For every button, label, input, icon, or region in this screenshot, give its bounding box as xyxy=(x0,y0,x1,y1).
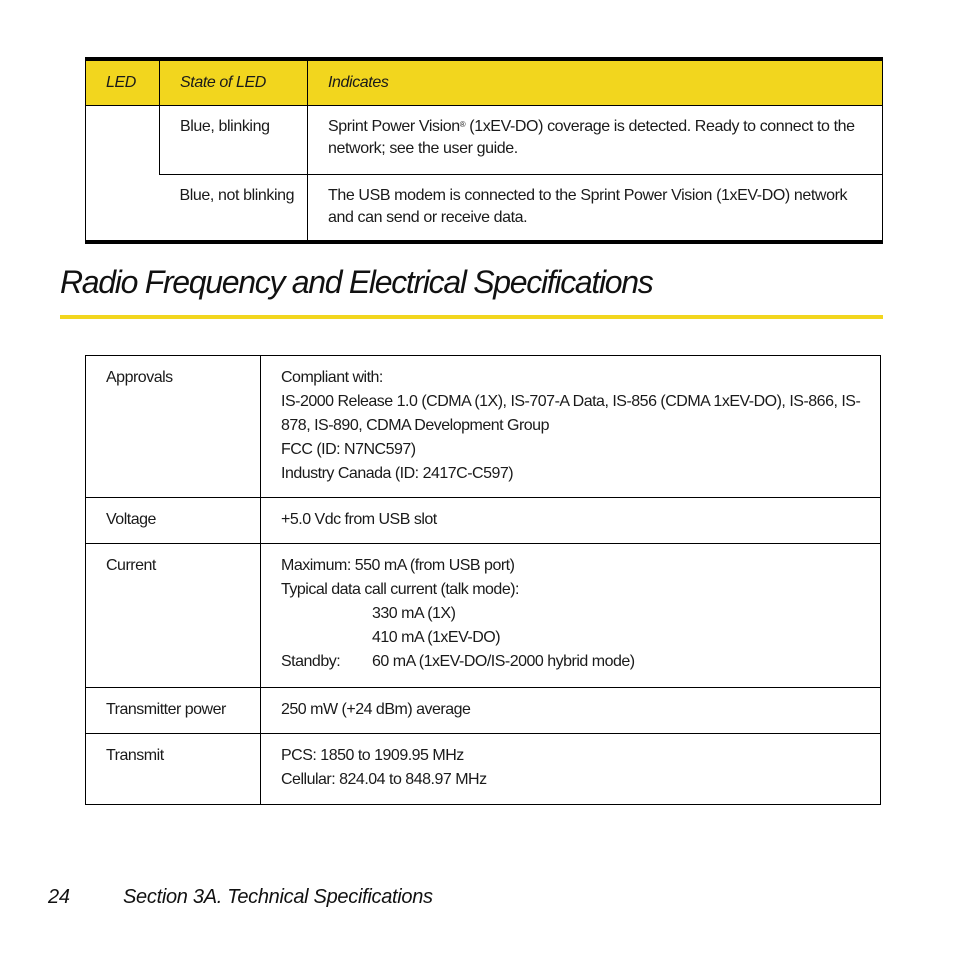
page-number: 24 xyxy=(48,886,70,908)
led-column-header: LED xyxy=(86,59,160,106)
spec-line: Typical data call current (talk mode): xyxy=(281,581,519,598)
led-indicates-cell: The USB modem is connected to the Sprint Power Vision (1xEV-DO) network and can send or receive data. xyxy=(308,175,883,242)
spec-label: Transmitter power xyxy=(86,688,261,734)
table-row xyxy=(86,175,883,242)
spec-line: FCC (ID: N7NC597) xyxy=(281,441,416,458)
led-indicates-cell xyxy=(308,106,883,175)
spec-line xyxy=(281,626,868,650)
table-row xyxy=(86,734,881,805)
registered-mark: ® xyxy=(459,120,466,129)
state-column-header: State of LED xyxy=(160,59,308,106)
spec-label: Voltage xyxy=(86,498,261,544)
spec-label: Approvals xyxy=(86,356,261,498)
specifications-table xyxy=(85,355,881,805)
led-table-header-row xyxy=(86,59,883,106)
standby-value: 60 mA (1xEV-DO/IS-2000 hybrid mode) xyxy=(372,653,635,670)
spec-value xyxy=(261,544,881,688)
footer-section-title: Section 3A. Technical Specifications xyxy=(123,886,433,908)
spec-line: Industry Canada (ID: 2417C-C597) xyxy=(281,465,514,482)
spec-line: Cellular: 824.04 to 848.97 MHz xyxy=(281,771,487,788)
spec-value xyxy=(261,734,881,805)
spec-line: IS-2000 Release 1.0 (CDMA (1X), IS-707-A Data, IS-856 (CDMA 1xEV-DO), IS-866, IS-878, IS-890, CDMA Development Group xyxy=(281,393,861,434)
spec-line xyxy=(281,602,868,626)
title-underline xyxy=(60,315,883,319)
table-row xyxy=(86,356,881,498)
page-footer xyxy=(48,886,433,909)
spec-line: Compliant with: xyxy=(281,369,383,386)
section-title: Radio Frequency and Electrical Specifications xyxy=(60,264,653,300)
spec-line: Maximum: 550 mA (from USB port) xyxy=(281,557,515,574)
standby-label: Standby: xyxy=(281,653,341,670)
spec-label: Transmit xyxy=(86,734,261,805)
spec-line xyxy=(281,650,868,674)
led-state-cell: Blue, not blinking xyxy=(160,175,308,242)
led-cell xyxy=(86,106,160,242)
led-status-table xyxy=(85,57,883,244)
table-row xyxy=(86,106,883,175)
spec-line: PCS: 1850 to 1909.95 MHz xyxy=(281,747,464,764)
indicates-text: Sprint Power Vision xyxy=(328,118,460,135)
table-row xyxy=(86,498,881,544)
spec-value: 250 mW (+24 dBm) average xyxy=(261,688,881,734)
indicates-text: (1xEV-DO) coverage is detected. Ready to connect to the network; see the user guide. xyxy=(328,118,855,157)
indicates-column-header: Indicates xyxy=(308,59,883,106)
spec-line-text: 410 mA (1xEV-DO) xyxy=(372,629,501,646)
led-state-cell: Blue, blinking xyxy=(160,106,308,175)
spec-line-text: 330 mA (1X) xyxy=(372,605,456,622)
table-row xyxy=(86,544,881,688)
table-row xyxy=(86,688,881,734)
spec-value xyxy=(261,356,881,498)
spec-label: Current xyxy=(86,544,261,688)
spec-value: +5.0 Vdc from USB slot xyxy=(261,498,881,544)
